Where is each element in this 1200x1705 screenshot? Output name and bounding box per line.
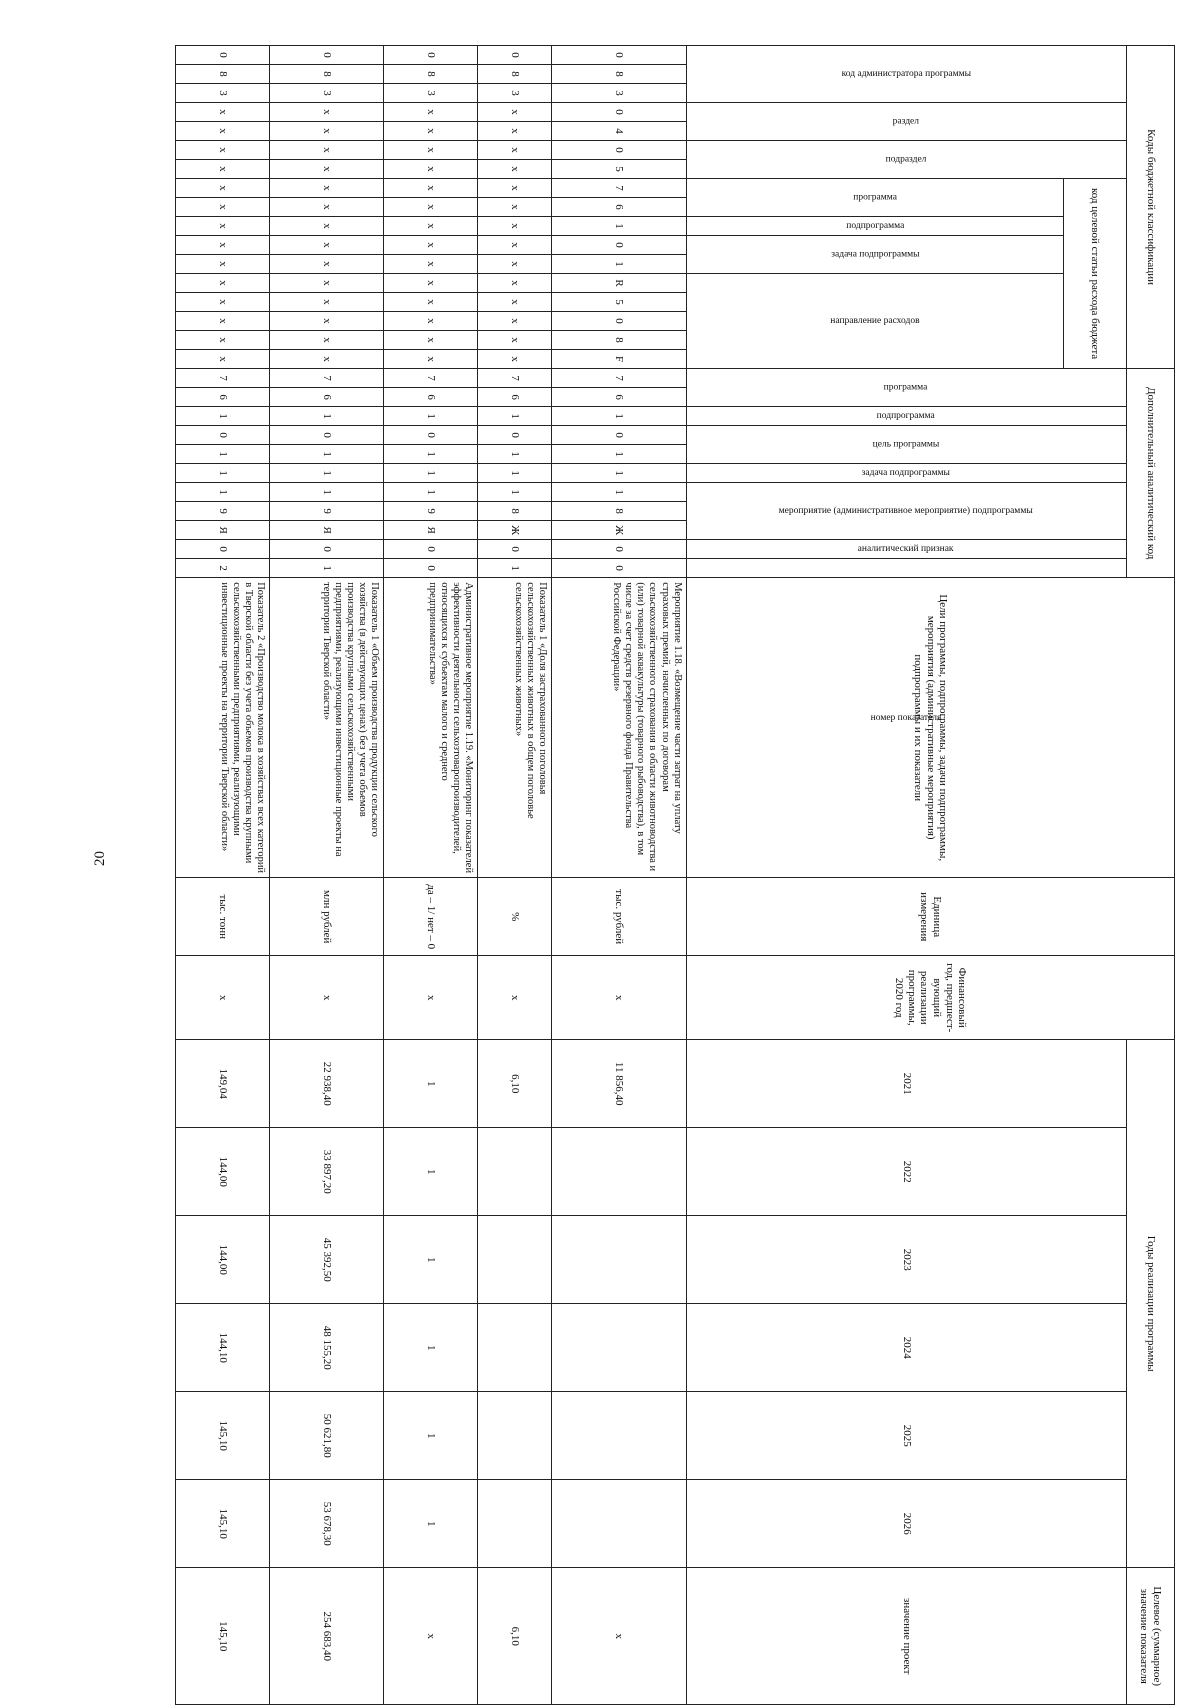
row-year-value [551,1216,686,1304]
code-cell: 1 [176,483,270,502]
code-cell: 8 [384,65,478,84]
row-year-value: 1 [384,1480,478,1568]
code-cell: 1 [269,407,383,426]
year-2024-header: 2024 [686,1304,1126,1392]
row-unit: да – 1/ нет – 0 [384,878,478,956]
code-cell: 0 [176,46,270,65]
code-cell: 3 [478,84,551,103]
code-cell: х [478,350,551,369]
kcsr-header: код целевой статьи расхода бюджета [1064,179,1127,369]
code-cell: х [384,312,478,331]
code-cell: 0 [176,540,270,559]
code-cell: 9 [384,502,478,521]
table-row [478,46,551,1705]
code-cell: R [551,274,686,293]
code-cell: х [478,141,551,160]
row-unit: % [478,878,551,956]
code-cell: х [478,103,551,122]
row-target: 254 683,40 [269,1568,383,1705]
row-year-value: 45 392,50 [269,1216,383,1304]
code-cell: 1 [551,407,686,426]
code-cell: 0 [551,540,686,559]
row-description: Показатель 1 «Объем производства продукции сельского хозяйства (в действующих ценах) без учета объемов производства крупными сельскохозяйственными предприятиями, реализующими инвестиционные проекты на территории Тверской области» [269,578,383,878]
code-cell: 0 [551,46,686,65]
code-cell: 6 [384,388,478,407]
code-cell: х [384,141,478,160]
row-year-value: 144,00 [176,1216,270,1304]
code-cell: 1 [384,464,478,483]
code-cell: 8 [551,331,686,350]
code-cell: 1 [269,559,383,578]
table-row [384,46,478,1705]
code-cell: 8 [551,502,686,521]
row-year-value [551,1128,686,1216]
code-cell: х [176,331,270,350]
code-cell: 1 [269,445,383,464]
code-cell: х [176,255,270,274]
row-year-value: 48 155,20 [269,1304,383,1392]
code-cell: 1 [384,483,478,502]
goals-header: Цели программы, подпрограммы, задачи подпрограммы, мероприятия (административные мероприятия) подпрограммы и их показатели [686,578,1174,878]
code-cell: х [478,255,551,274]
code-cell: х [384,331,478,350]
code-cell: 9 [269,502,383,521]
code-cell: х [384,236,478,255]
code-cell: 6 [269,388,383,407]
code-cell: F [551,350,686,369]
row-year-value: 1 [384,1128,478,1216]
code-cell: 3 [551,84,686,103]
code-cell: 0 [269,540,383,559]
code-cell: Ж [478,521,551,540]
code-cell: 3 [176,84,270,103]
target-header: Целевое (суммарное) значение показателя [1126,1568,1174,1705]
d-priznak-header: аналитический признак [686,540,1126,559]
code-cell: х [478,331,551,350]
code-cell: х [478,198,551,217]
napravlenie-header: направление расходов [686,274,1064,369]
code-cell: 0 [384,426,478,445]
row-year-value: 149,04 [176,1040,270,1128]
code-cell: х [478,160,551,179]
d-podprogramma-header: подпрограмма [686,407,1126,426]
zadacha-pp-header: задача подпрограммы [686,236,1064,274]
code-cell: х [176,293,270,312]
row-year-value: 1 [384,1040,478,1128]
row-year-value: 33 897,20 [269,1128,383,1216]
code-cell: 1 [478,407,551,426]
rotated-table-container [175,45,1175,1687]
code-cell: 0 [384,46,478,65]
row-target: х [384,1568,478,1705]
code-cell: 4 [551,122,686,141]
code-cell: х [478,236,551,255]
row-year-value: 1 [384,1392,478,1480]
code-cell: х [269,293,383,312]
code-cell: 1 [269,464,383,483]
code-cell: 0 [551,312,686,331]
row-target: 6,10 [478,1568,551,1705]
year-2022-header: 2022 [686,1128,1126,1216]
code-cell: х [384,274,478,293]
code-cell: х [176,179,270,198]
code-cell: 8 [176,65,270,84]
code-cell: х [269,331,383,350]
d-meropriyatie-header: мероприятие (административное мероприятие) подпрограммы [686,483,1126,540]
code-cell: х [176,198,270,217]
code-cell: х [384,217,478,236]
code-cell: 7 [551,179,686,198]
code-cell: 1 [478,445,551,464]
code-cell: х [176,103,270,122]
code-cell: 1 [551,464,686,483]
year-2023-header: 2023 [686,1216,1126,1304]
code-cell: х [176,312,270,331]
row-year-value [551,1304,686,1392]
code-cell: 8 [478,502,551,521]
code-cell: х [176,274,270,293]
code-cell: 0 [384,540,478,559]
header-row-1 [1126,46,1174,1705]
row-year-value [551,1480,686,1568]
code-cell: х [269,350,383,369]
row-year-value [478,1480,551,1568]
fin-year-header: Финансовый год, предшест-вующий реализации программы, 2020 год [686,956,1174,1040]
row-year-value: 1 [384,1216,478,1304]
code-cell: х [176,122,270,141]
row-year-value [478,1128,551,1216]
code-cell: х [384,179,478,198]
code-cell: Ж [551,521,686,540]
years-header: Годы реализации программы [1126,1040,1174,1568]
code-cell: 8 [269,65,383,84]
header-row-2 [1064,46,1127,1705]
code-cell: 1 [478,464,551,483]
year-2026-header: 2026 [686,1480,1126,1568]
row-year-value: 22 938,40 [269,1040,383,1128]
code-cell: 0 [551,141,686,160]
code-cell: х [269,198,383,217]
code-cell: 7 [551,369,686,388]
code-cell: 1 [176,407,270,426]
row-fin-year: х [551,956,686,1040]
code-cell: 0 [384,559,478,578]
code-cell: х [176,350,270,369]
code-cell: х [384,160,478,179]
code-cell: 3 [384,84,478,103]
code-cell: 6 [551,388,686,407]
code-cell: х [176,236,270,255]
code-cell: х [269,255,383,274]
row-unit: тыс. рублей [551,878,686,956]
code-cell: 7 [384,369,478,388]
code-cell: х [269,122,383,141]
table-row [551,46,686,1705]
podprogramma-header: подпрограмма [686,217,1064,236]
code-cell: 0 [551,559,686,578]
code-cell: х [269,312,383,331]
row-fin-year: х [478,956,551,1040]
row-year-value: 11 856,40 [551,1040,686,1128]
year-2025-header: 2025 [686,1392,1126,1480]
code-cell: 1 [176,445,270,464]
code-cell: 0 [478,426,551,445]
code-cell: 1 [384,407,478,426]
unit-header: Единица измерения [686,878,1174,956]
page [175,45,1175,1687]
page-number: 20 [92,851,108,866]
table-row [269,46,383,1705]
podrazdel-header: подраздел [686,141,1126,179]
code-cell: Я [384,521,478,540]
code-cell: 1 [551,483,686,502]
code-cell: х [384,103,478,122]
code-cell: х [478,217,551,236]
code-cell: 7 [269,369,383,388]
code-cell: 0 [269,426,383,445]
row-year-value: 53 678,30 [269,1480,383,1568]
bk-header: Коды бюджетной классификации [1126,46,1174,369]
code-cell: х [269,274,383,293]
code-cell: 0 [551,426,686,445]
code-cell: х [176,141,270,160]
code-cell: 1 [478,483,551,502]
code-cell: х [269,103,383,122]
code-cell: х [384,350,478,369]
code-cell: х [478,293,551,312]
target-sub-header: значение проект [686,1568,1126,1705]
row-year-value [551,1392,686,1480]
row-year-value: 144,10 [176,1304,270,1392]
code-cell: 1 [269,483,383,502]
razdel-header: раздел [686,103,1126,141]
code-cell: 8 [551,65,686,84]
code-cell: 0 [269,46,383,65]
row-description: Показатель 2 «Производство молока в хозяйствах всех категорий в Тверской области без учета объемов производства крупными сельскохозяйственными предприятиями, реализующими инвестиционные проекты на территории Тверской области» [176,578,270,878]
code-cell: х [384,255,478,274]
code-cell: х [384,293,478,312]
code-cell: х [269,141,383,160]
code-cell: 8 [478,65,551,84]
row-year-value [478,1392,551,1480]
code-cell: 7 [478,369,551,388]
code-cell: 7 [176,369,270,388]
code-cell: х [384,198,478,217]
row-description: Показатель 1 «Доля застрахованного поголовья сельскохозяйственных животных в общем поголовье сельскохозяйственных животных» [478,578,551,878]
code-cell: 0 [551,236,686,255]
code-cell: х [384,122,478,141]
code-cell: 3 [269,84,383,103]
code-cell: 1 [478,559,551,578]
code-cell: х [269,217,383,236]
code-cell: х [269,160,383,179]
code-cell: х [478,274,551,293]
code-cell: 1 [384,445,478,464]
d-cel-header: цель программы [686,426,1126,464]
code-cell: 1 [551,217,686,236]
code-cell: х [478,122,551,141]
code-cell: 0 [176,426,270,445]
code-cell: 0 [478,46,551,65]
row-description: Административное мероприятие 1.19. «Мониторинг показателей эффективности деятельности сельхозтоваропроизводителей, относящихся к субъектам малого и среднего предпринимательства» [384,578,478,878]
row-fin-year: х [176,956,270,1040]
row-unit: тыс. тонн [176,878,270,956]
code-cell: 6 [478,388,551,407]
code-cell: 5 [551,293,686,312]
row-year-value: 144,00 [176,1128,270,1216]
row-year-value: 50 621,80 [269,1392,383,1480]
code-cell: 6 [551,198,686,217]
code-cell: х [478,312,551,331]
code-cell: 0 [551,103,686,122]
d-programma-header: программа [686,369,1126,407]
code-cell: 1 [176,464,270,483]
row-fin-year: х [384,956,478,1040]
d-nomer-header: номер показателя [686,559,1126,878]
code-cell: х [176,160,270,179]
program-table [175,45,1175,1705]
code-cell: х [269,236,383,255]
row-target: х [551,1568,686,1705]
code-cell: 5 [551,160,686,179]
row-fin-year: х [269,956,383,1040]
row-target: 145,10 [176,1568,270,1705]
d-zadacha-header: задача подпрограммы [686,464,1126,483]
dak-header: Дополнительный аналитический код [1126,369,1174,578]
code-cell: х [176,217,270,236]
code-cell: 1 [551,255,686,274]
row-year-value: 6,10 [478,1040,551,1128]
code-cell: 9 [176,502,270,521]
code-cell: 6 [176,388,270,407]
code-cell: х [478,179,551,198]
code-cell: х [269,179,383,198]
row-year-value [478,1216,551,1304]
row-year-value: 1 [384,1304,478,1392]
year-2021-header: 2021 [686,1040,1126,1128]
row-year-value [478,1304,551,1392]
code-cell: Я [176,521,270,540]
code-cell: Я [269,521,383,540]
programma-header: программа [686,179,1064,217]
row-year-value: 145,10 [176,1392,270,1480]
code-cell: 0 [478,540,551,559]
row-year-value: 145,10 [176,1480,270,1568]
row-unit: млн рублей [269,878,383,956]
code-cell: 1 [551,445,686,464]
row-description: Мероприятие 1.18. «Возмещение части затрат на уплату страховых премий, начисленных по договорам сельскохозяйственного страхования в области животноводства и (или) товарной аквакультуры (товарного рыбоводства), в том числе за счет средств резервного фонда Правительства Российской Федерации» [551,578,686,878]
table-row [176,46,270,1705]
code-cell: 2 [176,559,270,578]
admin-header: код администратора программы [686,46,1126,103]
